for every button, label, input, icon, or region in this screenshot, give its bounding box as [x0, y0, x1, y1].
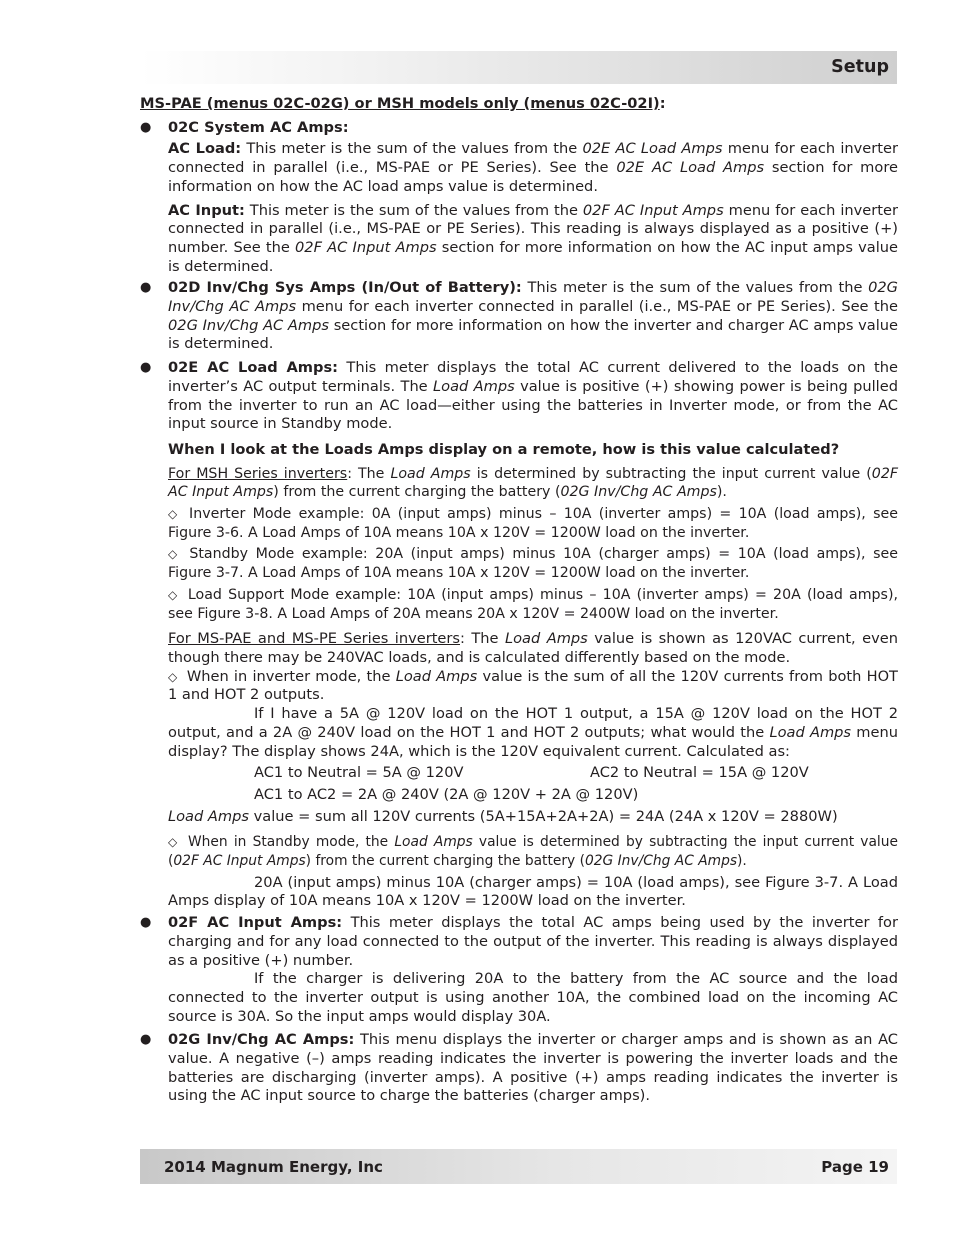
text-run: When in inverter mode, the — [186, 667, 396, 685]
menu-ref: Load Amps — [168, 807, 249, 825]
inverter-mode-paragraph — [168, 668, 898, 705]
text-run: ). — [716, 484, 727, 501]
example-question-paragraph — [168, 705, 898, 761]
text-run: This meter displays the total AC current delivered to the loads on the inverter’s AC output terminals. The — [168, 359, 898, 395]
item-paragraph — [168, 359, 898, 434]
ac-load-paragraph — [168, 140, 898, 196]
bullet-icon: ● — [140, 915, 152, 931]
menu-ref: 02F AC Input Amps — [295, 238, 437, 256]
calc-ac1-ac2: AC1 to AC2 = 2A @ 240V (2A @ 120V + 2A @ 120V) — [254, 785, 639, 803]
text-run: menu for each inverter connected in parallel (i.e., MS-PAE or PE Series). See the — [168, 140, 898, 177]
item-title: 02C System AC Amps: — [168, 118, 349, 136]
text-run: is determined by subtracting the input current value ( — [470, 465, 872, 482]
menu-ref: Load Amps — [769, 723, 852, 741]
text-run: ). — [737, 853, 747, 870]
menu-ref: 02E AC Load Amps — [582, 140, 723, 158]
item-paragraph — [168, 914, 898, 970]
diamond-icon: ◇ — [168, 669, 178, 684]
item-paragraph — [168, 279, 898, 354]
text-run: menu display? The display shows 24A, which is the 120V equivalent current. Calculated as: — [168, 723, 898, 760]
question-text: When I look at the Loads Amps display on a remote, how is this value calculated? — [168, 440, 840, 458]
section-title: Setup — [831, 57, 889, 77]
example-text: Load Support Mode example: 10A (input amps) minus – 10A (inverter amps) = 20A (load amps), see Figure 3-8. A Load Amps of 20A means 20A x 120V = 2400W load on the inverter. — [168, 586, 898, 622]
bullet-icon: ● — [140, 119, 152, 135]
ac-input-paragraph — [168, 202, 898, 277]
item-title: 02D Inv/Chg Sys Amps (In/Out of Battery): — [168, 279, 522, 297]
diamond-icon: ◇ — [168, 507, 181, 522]
menu-ref: 02G Inv/Chg AC Amps — [584, 853, 738, 870]
standby-mode-paragraph — [168, 833, 898, 870]
text-run: section for more information on how the AC input amps value is determined. — [168, 238, 898, 275]
text-run: This menu displays the inverter or charger amps and is shown as an AC value. A negative (–) amps reading indicates the inverter is powering the inverter loads and the batteries are discharging (inverter amps). A positive (+) amps reading indicates the inverter is using the AC input source to charge the batteries (charger amps). — [168, 1031, 898, 1105]
text-run: section for more information on how the inverter and charger AC amps value is determined. — [168, 316, 898, 353]
standby-example-paragraph — [168, 874, 898, 911]
text-run: When in Standby mode, the — [188, 834, 395, 851]
header-bar — [140, 51, 897, 84]
section-heading — [140, 95, 898, 114]
example-inverter-mode — [168, 505, 898, 542]
text-run: : The — [347, 465, 391, 482]
text-run: value is shown as 120VAC current, even though there may be 240VAC loads, and is calculated differently based on the mode. — [168, 630, 898, 666]
menu-ref: Load Amps — [504, 630, 588, 648]
example-text: 20A (input amps) minus 10A (charger amps) = 10A (load amps), see Figure 3-7. A Load Amps display of 10A means 10A x 120V = 1200W load on the inverter. — [168, 873, 898, 910]
text-run: value is the sum of all the 120V currents from both HOT 1 and HOT 2 outputs. — [168, 667, 898, 704]
example-text: If the charger is delivering 20A to the battery from the AC source and the load connected to the inverter output is using another 10A, the combined load on the incoming AC source is 30A. So the input amps would display 30A. — [168, 970, 898, 1025]
text-run: value is determined by subtracting the input current value ( — [168, 834, 898, 870]
text-run: section for more information on how the AC load amps value is determined. — [168, 159, 898, 195]
menu-ref: 02F AC Input Amps — [582, 201, 724, 219]
example-text: Inverter Mode example: 0A (input amps) minus – 10A (inverter amps) = 10A (load amps), see Figure 3-6. A Load Amps of 10A means 10A x 120V = 1200W load on the inverter. — [168, 506, 898, 541]
footer-page-number: Page 19 — [821, 1158, 889, 1176]
text-run: This meter is the sum of the values from the — [521, 279, 869, 297]
pae-series-label: For MS-PAE and MS-PE Series inverters — [168, 630, 460, 648]
pae-paragraph — [168, 630, 898, 667]
calc-ac2-neutral: AC2 to Neutral = 15A @ 120V — [590, 764, 809, 782]
list-item-02c — [140, 119, 898, 277]
diamond-icon: ◇ — [168, 547, 181, 562]
msh-paragraph — [168, 465, 898, 502]
menu-ref: 02E AC Load Amps — [616, 159, 765, 177]
msh-series-label: For MSH Series inverters — [168, 465, 348, 482]
text-run: value is positive (+) showing power is being pulled from the inverter to run an AC load—either using the batteries in Inverter mode, or from the AC input source in Standby mode. — [168, 377, 898, 433]
msh-block — [168, 465, 898, 624]
list-item-02d — [140, 279, 898, 354]
diamond-icon: ◇ — [168, 835, 180, 850]
bullet-icon: ● — [140, 360, 152, 376]
calc-line-2 — [168, 786, 898, 805]
example-load-support-mode — [168, 586, 898, 623]
text-run: This meter is the sum of the values from the — [241, 140, 583, 158]
text-run: menu for each inverter connected in parallel (i.e., MS-PAE or PE Series). See the — [296, 298, 899, 316]
text-run: menu for each inverter connected in parallel (i.e., MS-PAE or PE Series). This reading is always displayed as a positive (+) number. See the — [168, 201, 898, 256]
ac-input-label: AC Input: — [168, 201, 245, 219]
section-heading-text: MS-PAE (menus 02C-02G) or MSH models only (menus 02C-02I) — [140, 95, 660, 112]
text-run: value = sum all 120V currents (5A+15A+2A+2A) = 24A (24A x 120V = 2880W) — [248, 807, 838, 825]
example-standby-mode — [168, 545, 898, 582]
footer-bar — [140, 1149, 897, 1184]
menu-ref: Load Amps — [390, 465, 471, 482]
calc-sum-line — [168, 808, 898, 827]
menu-ref: 02G Inv/Chg AC Amps — [168, 279, 898, 316]
question-heading — [168, 441, 898, 460]
menu-ref: Load Amps — [394, 834, 473, 851]
list-item-02g — [140, 1031, 898, 1106]
text-run: This meter is the sum of the values from the — [244, 201, 583, 219]
menu-ref: 02F AC Input Amps — [173, 853, 306, 870]
ac-load-label: AC Load: — [168, 140, 242, 158]
item-title: 02G Inv/Chg AC Amps: — [168, 1031, 355, 1049]
menu-ref: 02G Inv/Chg AC Amps — [560, 484, 717, 501]
item-paragraph — [168, 1031, 898, 1106]
menu-ref: 02F AC Input Amps — [168, 465, 899, 501]
text-run: ) from the current charging the battery ( — [305, 853, 585, 870]
calc-ac1-neutral: AC1 to Neutral = 5A @ 120V — [254, 764, 464, 782]
example-text: Standby Mode example: 20A (input amps) minus 10A (charger amps) = 10A (load amps), see Figure 3-7. A Load Amps of 10A means 10A x 120V = 1200W load on the inverter. — [168, 546, 898, 582]
item-title: 02E AC Load Amps: — [168, 359, 338, 377]
footer-company: 2014 Magnum Energy, Inc — [164, 1158, 383, 1176]
list-item-02f — [140, 914, 898, 1026]
bullet-icon: ● — [140, 280, 152, 296]
text-run: If I have a 5A @ 120V load on the HOT 1 output, a 15A @ 120V load on the HOT 2 output, and a 2A @ 240V load on the HOT 1 and HOT 2 outputs; what would the — [168, 705, 898, 741]
menu-ref: 02G Inv/Chg AC Amps — [168, 316, 330, 334]
calc-line-1 — [168, 764, 898, 783]
example-paragraph — [168, 970, 898, 1026]
text-run: : The — [460, 630, 505, 648]
text-run: ) from the current charging the battery ( — [273, 484, 561, 501]
text-run: This meter displays the total AC amps being used by the inverter for charging and for any load connected to the output of the inverter. This reading is always displayed as a positive (+) number. — [168, 914, 898, 969]
menu-ref: Load Amps — [433, 377, 515, 395]
section-heading-colon: : — [659, 95, 666, 112]
diamond-icon: ◇ — [168, 587, 179, 602]
bullet-icon: ● — [140, 1032, 152, 1048]
list-item-02e — [140, 359, 898, 911]
item-title: 02F AC Input Amps: — [168, 914, 343, 932]
page-content — [140, 95, 898, 1106]
menu-ref: Load Amps — [395, 667, 478, 685]
